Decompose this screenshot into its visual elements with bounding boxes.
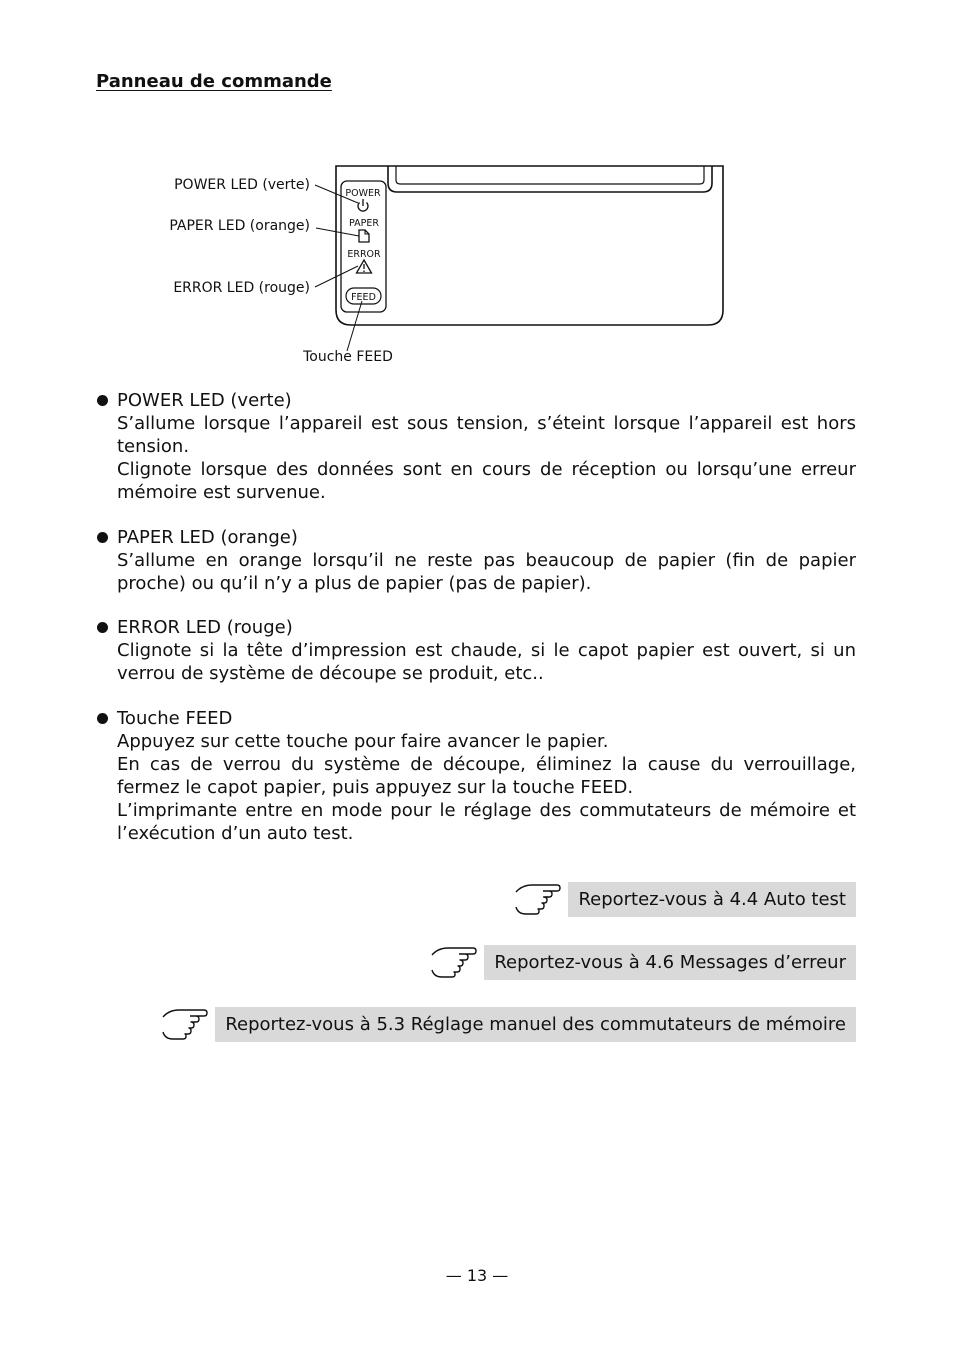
- item-text: Appuyez sur cette touche pour faire avancer le papier.: [117, 731, 609, 752]
- pointing-hand-icon: [512, 879, 562, 919]
- item-text: S’allume en orange lorsqu’il ne reste pas beaucoup de papier (fin de papier proche) ou qu’il n’y a plus de papier (pas de papier).: [117, 550, 856, 594]
- item-power-led: [96, 389, 856, 504]
- item-feed-key: [96, 707, 856, 845]
- item-text: Clignote si la tête d’impression est chaude, si le capot papier est ouvert, si un verrou de système de découpe se produit, etc..: [117, 640, 856, 684]
- bullet: [97, 395, 108, 406]
- power-icon: [358, 199, 368, 211]
- error-led-label: ERROR LED (rouge): [173, 280, 310, 296]
- item-text: S’allume lorsque l’appareil est sous tension, s’éteint lorsque l’appareil est hors tension.: [117, 413, 856, 457]
- power-led-label: POWER LED (verte): [174, 177, 310, 193]
- page-number: — 13 —: [445, 1266, 509, 1285]
- item-title: PAPER LED (orange): [117, 527, 298, 548]
- pointing-hand-icon: [159, 1004, 209, 1044]
- power-panel-text: POWER: [345, 188, 381, 199]
- reference-memory-switches[interactable]: [159, 1004, 856, 1044]
- item-title: ERROR LED (rouge): [117, 617, 293, 638]
- feed-key-label: Touche FEED: [303, 349, 393, 365]
- feed-panel-text: FEED: [351, 292, 376, 303]
- section-heading: Panneau de commande: [96, 71, 332, 92]
- item-paper-led: [96, 526, 856, 595]
- pointing-hand-icon: [428, 942, 478, 982]
- paper-icon: [359, 230, 369, 242]
- warning-icon: [357, 260, 372, 273]
- reference-text: Reportez-vous à 4.4 Auto test: [568, 882, 856, 917]
- error-panel-text: ERROR: [347, 249, 381, 260]
- paper-panel-text: PAPER: [349, 218, 379, 229]
- bullet: [97, 713, 108, 724]
- item-title: POWER LED (verte): [117, 390, 292, 411]
- item-text: L’imprimante entre en mode pour le réglage des commutateurs de mémoire et l’exécution d’un auto test.: [117, 800, 856, 844]
- reference-error-messages[interactable]: [428, 942, 856, 982]
- item-error-led: [96, 616, 856, 685]
- reference-text: Reportez-vous à 5.3 Réglage manuel des commutateurs de mémoire: [215, 1007, 856, 1042]
- item-text: En cas de verrou du système de découpe, éliminez la cause du verrouillage, fermez le capot papier, puis appuyez sur la touche FEED.: [117, 754, 856, 798]
- item-title: Touche FEED: [117, 708, 233, 729]
- bullet: [97, 532, 108, 543]
- control-panel-diagram: [0, 150, 954, 375]
- bullet: [97, 622, 108, 633]
- item-text: Clignote lorsque des données sont en cours de réception ou lorsqu’une erreur mémoire est survenue.: [117, 459, 856, 503]
- reference-text: Reportez-vous à 4.6 Messages d’erreur: [484, 945, 856, 980]
- reference-auto-test[interactable]: [512, 879, 856, 919]
- paper-led-label: PAPER LED (orange): [169, 218, 310, 234]
